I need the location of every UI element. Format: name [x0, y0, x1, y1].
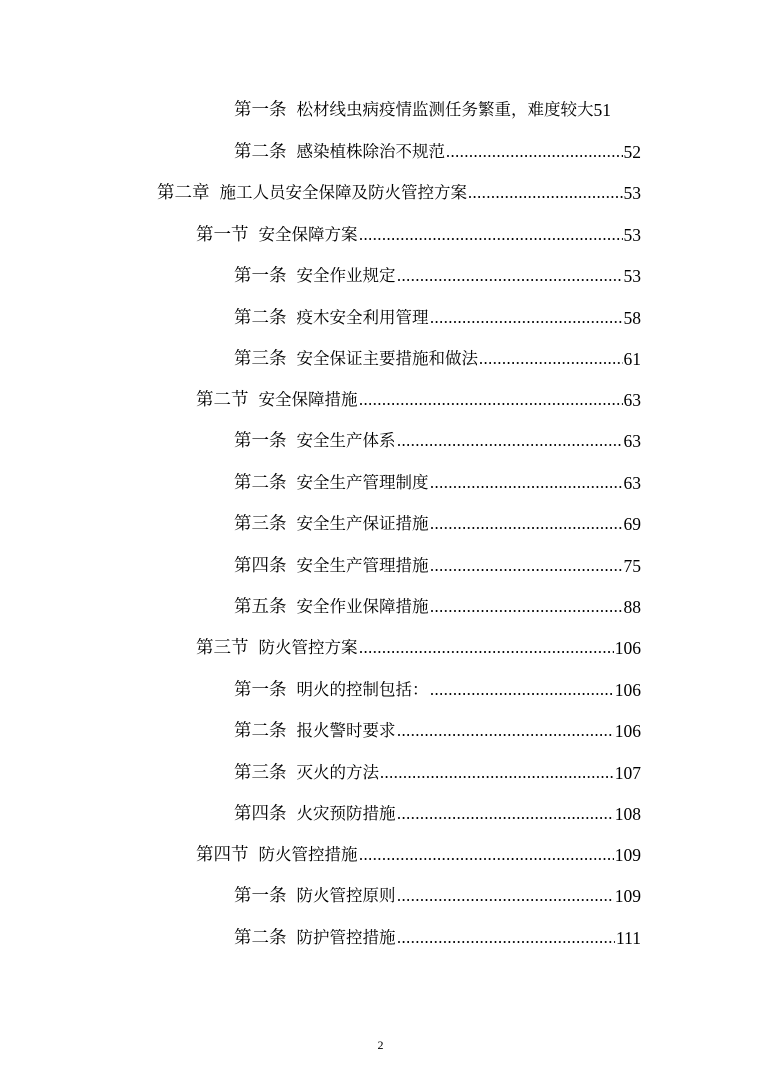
toc-entry-number: 第五条: [234, 597, 287, 617]
dot-leader: [431, 569, 623, 572]
dot-leader: [360, 858, 614, 861]
dot-leader: [480, 362, 623, 365]
toc-entry[interactable]: [196, 635, 641, 661]
toc-entry-number: 第二章: [157, 183, 210, 203]
dot-leader: [398, 444, 623, 447]
toc-entry-number: 第一条: [234, 100, 287, 120]
toc-entry[interactable]: [196, 842, 641, 868]
toc-entry-title: 灭火的方法: [296, 763, 379, 782]
toc-entry[interactable]: [234, 677, 641, 703]
dot-leader: [360, 238, 623, 241]
toc-entry-number: 第三节: [196, 638, 249, 658]
toc-entry-title: 感染植株除治不规范: [296, 142, 445, 161]
toc-entry-number: 第二条: [234, 928, 287, 948]
dot-leader: [398, 941, 616, 944]
toc-entry-title: 安全生产体系: [296, 431, 396, 450]
toc-entry-page: 53: [623, 266, 641, 286]
dot-leader: [398, 817, 614, 820]
toc-entry-page: 107: [614, 763, 641, 783]
toc-entry-number: 第四条: [234, 556, 287, 576]
toc-entry-title: 报火警时要求: [296, 721, 396, 740]
toc-entry-title: 安全生产管理措施: [296, 556, 429, 575]
toc-entry-number: 第四条: [234, 804, 287, 824]
toc-entry-title: 安全作业规定: [296, 266, 396, 285]
toc-entry[interactable]: [234, 883, 641, 909]
toc-entry-title: 施工人员安全保障及防火管控方案: [219, 183, 467, 202]
toc-entry[interactable]: [234, 97, 611, 123]
toc-entry[interactable]: [234, 263, 641, 289]
toc-entry-page: 106: [614, 721, 641, 741]
dot-leader: [431, 693, 614, 696]
toc-entry-title: 火灾预防措施: [296, 804, 396, 823]
toc-entry-page: 75: [623, 556, 641, 576]
toc-entry[interactable]: [234, 594, 641, 620]
toc-entry-title: 松材线虫病疫情监测任务繁重，难度较大: [296, 100, 594, 119]
dot-leader: [398, 279, 623, 282]
toc-entry[interactable]: [234, 139, 641, 165]
toc-entry-title: 防护管控措施: [296, 928, 396, 947]
toc-entry-number: 第一条: [234, 680, 287, 700]
toc-entry-number: 第二条: [234, 308, 287, 328]
toc-entry-number: 第三条: [234, 514, 287, 534]
toc-entry-page: 58: [623, 308, 641, 328]
toc-entry-page: 63: [623, 431, 641, 451]
toc-entry-number: 第一条: [234, 886, 287, 906]
toc-entry[interactable]: [234, 470, 641, 496]
toc-entry-number: 第三条: [234, 349, 287, 369]
toc-entry-page: 108: [614, 804, 641, 824]
toc-entry[interactable]: [234, 346, 641, 372]
toc-entry[interactable]: [234, 718, 641, 744]
toc-entry-title: 疫木安全利用管理: [296, 308, 429, 327]
toc-entry-page: 106: [614, 638, 641, 658]
toc-entry[interactable]: [234, 801, 641, 827]
toc-entry-title: 防火管控原则: [296, 886, 396, 905]
toc-entry-number: 第三条: [234, 763, 287, 783]
toc-entry[interactable]: [157, 180, 641, 206]
toc-entry[interactable]: [234, 925, 641, 951]
toc-entry-title: 安全生产管理制度: [296, 473, 429, 492]
toc-entry-page: 63: [623, 473, 641, 493]
toc-entry-number: 第一条: [234, 431, 287, 451]
dot-leader: [431, 321, 623, 324]
dot-leader: [469, 196, 623, 199]
dot-leader: [360, 403, 623, 406]
dot-leader: [360, 651, 614, 654]
toc-entry-title: 安全生产保证措施: [296, 514, 429, 533]
dot-leader: [398, 899, 614, 902]
toc-entry-page: 109: [614, 886, 641, 906]
toc-entry-page: 51: [593, 100, 611, 120]
toc-entry[interactable]: [234, 760, 641, 786]
toc-entry-page: 109: [614, 845, 641, 865]
toc-entry-title: 防火管控方案: [258, 638, 358, 657]
toc-entry[interactable]: [234, 305, 641, 331]
dot-leader: [447, 155, 623, 158]
dot-leader: [431, 610, 623, 613]
dot-leader: [398, 734, 614, 737]
toc-entry-number: 第二节: [196, 390, 249, 410]
toc-entry-number: 第二条: [234, 473, 287, 493]
toc-entry-page: 53: [623, 183, 641, 203]
toc-entry-page: 52: [623, 142, 641, 162]
toc-entry-number: 第二条: [234, 142, 287, 162]
toc-entry-title: 安全保证主要措施和做法: [296, 349, 478, 368]
page-number: 2: [377, 1038, 384, 1052]
toc-entry[interactable]: [234, 428, 641, 454]
toc-entry-title: 明火的控制包括：: [296, 680, 429, 699]
dot-leader: [431, 527, 623, 530]
toc-entry[interactable]: [196, 387, 641, 413]
toc-entry[interactable]: [196, 222, 641, 248]
toc-entry[interactable]: [234, 553, 641, 579]
dot-leader: [431, 486, 623, 489]
toc-entry-page: 106: [614, 680, 641, 700]
toc-entry-title: 安全保障措施: [258, 390, 358, 409]
toc-entry-title: 安全作业保障措施: [296, 597, 429, 616]
toc-entry-number: 第二条: [234, 721, 287, 741]
toc-entry[interactable]: [234, 511, 641, 537]
toc-entry-page: 88: [623, 597, 641, 617]
toc-entry-page: 61: [623, 349, 641, 369]
toc-entry-title: 防火管控措施: [258, 845, 358, 864]
toc-entry-page: 69: [623, 514, 641, 534]
toc-entry-page: 63: [623, 390, 641, 410]
dot-leader: [381, 776, 614, 779]
toc-entry-number: 第一条: [234, 266, 287, 286]
toc-entry-number: 第一节: [196, 225, 249, 245]
toc-entry-title: 安全保障方案: [258, 225, 358, 244]
toc-entry-page: 111: [616, 928, 641, 948]
toc-entry-page: 53: [623, 225, 641, 245]
toc-entry-number: 第四节: [196, 845, 249, 865]
